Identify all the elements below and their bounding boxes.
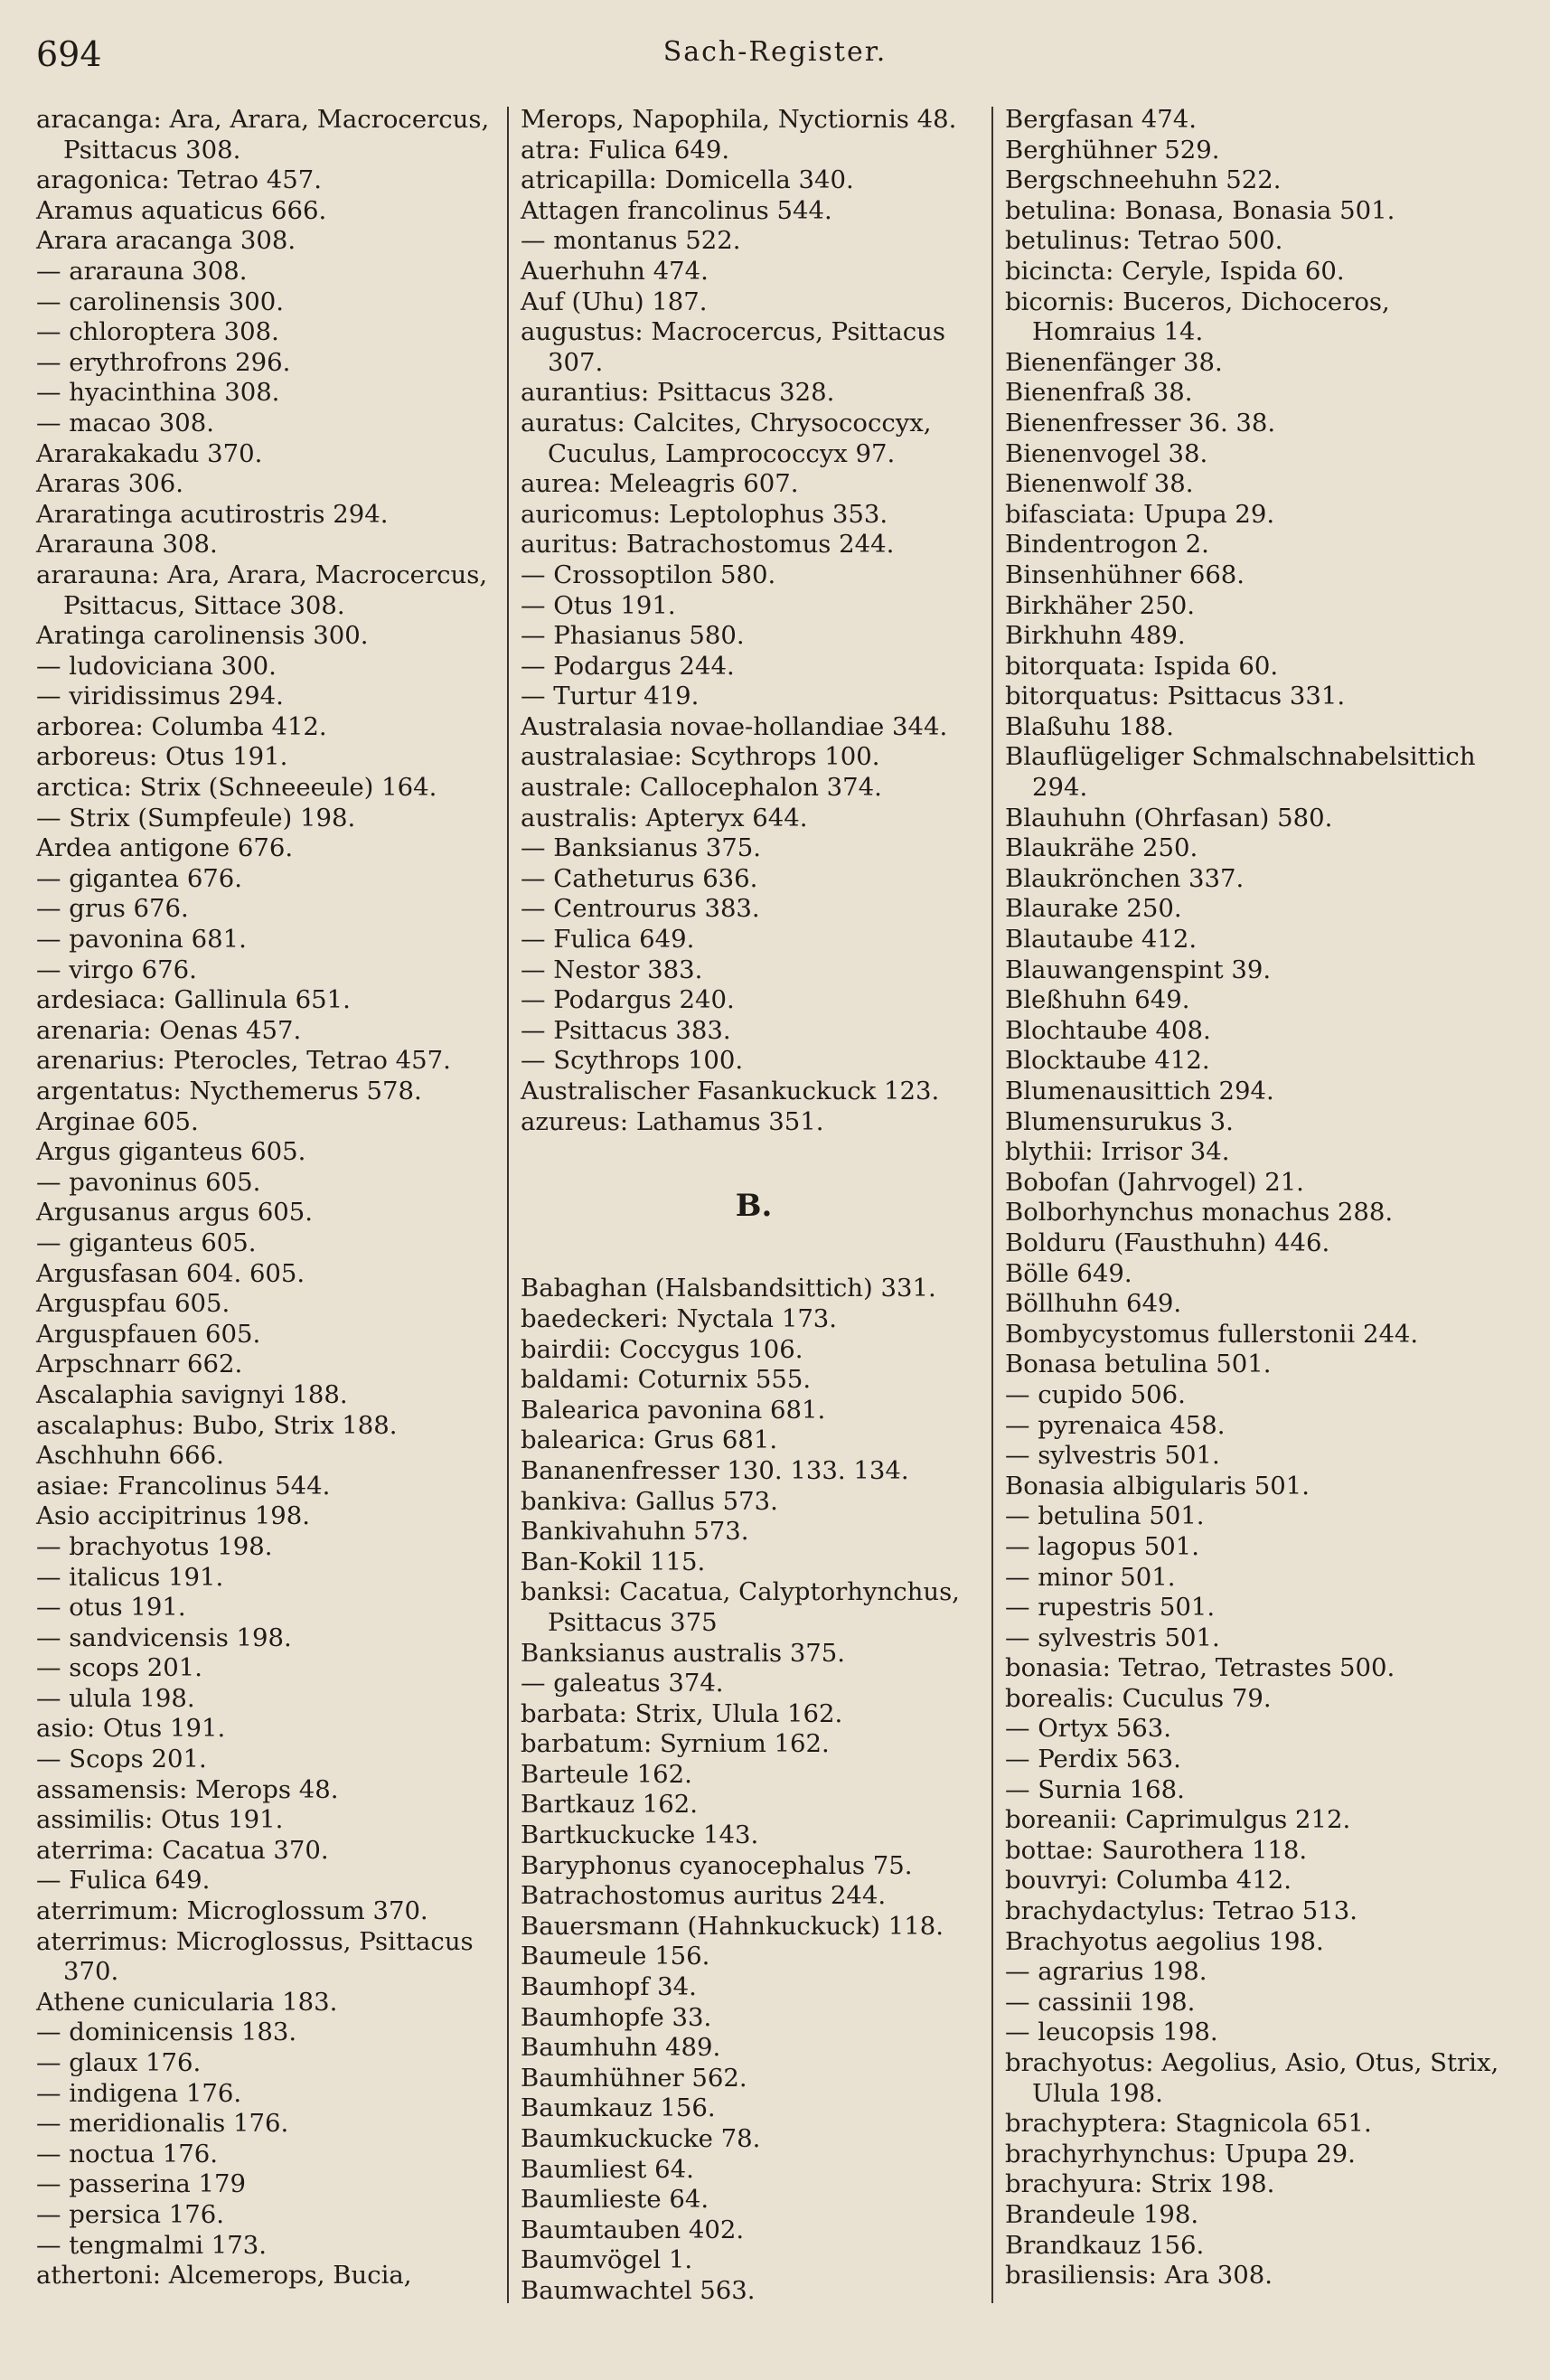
index-entry: brachydactylus: Tetrao 513.	[1005, 1896, 1358, 1926]
index-entry: Blauwangenspint 39.	[1005, 955, 1272, 984]
index-entry: Berghühner 529.	[1005, 135, 1220, 165]
index-entry: — Nestor 383.	[521, 955, 703, 984]
index-entry: — pavonina 681.	[36, 925, 247, 955]
index-entry: Auerhuhn 474.	[521, 256, 709, 286]
index-entry: arenarius: Pterocles, Tetrao 457.	[36, 1046, 451, 1076]
index-entry: — ludoviciana 300.	[36, 651, 277, 681]
index-entry: barbata: Strix, Ulula 162.	[521, 1698, 843, 1728]
index-entry: — pavoninus 605.	[36, 1167, 261, 1197]
index-entry: aterrimus: Microglossus, Psittacus 370.	[36, 1926, 474, 1987]
index-entry: Blauhuhn (Ohrfasan) 580.	[1005, 803, 1333, 833]
index-entry: — Turtur 419.	[521, 682, 700, 711]
index-entry: — pyrenaica 458.	[1005, 1410, 1226, 1440]
index-entry: Ardea antigone 676.	[36, 833, 294, 863]
index-entry: Bartkuckucke 143.	[521, 1820, 759, 1850]
index-entry: Baumhopfe 33.	[521, 2002, 712, 2032]
index-entry: Athene cunicularia 183.	[36, 1987, 338, 2017]
index-entry: arenaria: Oenas 457.	[36, 1015, 302, 1045]
index-entry: Baryphonus cyanocephalus 75.	[521, 1850, 913, 1880]
index-entry: Bananenfresser 130. 133. 134.	[521, 1455, 909, 1485]
index-entry: Blaurake 250.	[1005, 894, 1182, 924]
index-entry: banksi: Cacatua, Calyptorhynchus, Psittacus 375	[521, 1577, 960, 1637]
index-entry: Aschhuhn 666.	[36, 1441, 224, 1471]
index-entry: — glaux 176.	[36, 2048, 202, 2077]
index-entry: Bartkauz 162.	[521, 1790, 699, 1820]
index-entry: Baumhuhn 489.	[521, 2033, 721, 2063]
index-column-3	[1005, 105, 1511, 2291]
index-entry: — Fulica 649.	[521, 925, 695, 955]
index-entry: — Perdix 563.	[1005, 1745, 1181, 1774]
index-entry: Bindentrogon 2.	[1005, 530, 1209, 560]
index-entry: aurea: Meleagris 607.	[521, 469, 799, 499]
index-entry: arborea: Columba 412.	[36, 711, 327, 741]
index-entry: — macao 308.	[36, 408, 215, 437]
index-entry: Bergschneehuhn 522.	[1005, 165, 1282, 195]
index-entry: balearica: Grus 681.	[521, 1425, 778, 1455]
index-entry: Batrachostomus auritus 244.	[521, 1881, 887, 1911]
index-entry: Australischer Fasankuckuck 123.	[521, 1077, 940, 1105]
index-entry: boreanii: Caprimulgus 212.	[1005, 1805, 1351, 1835]
index-entry: — lagopus 501.	[1005, 1531, 1199, 1561]
index-entry: brachyrhynchus: Upupa 29.	[1005, 2139, 1356, 2168]
index-entry: betulinus: Tetrao 500.	[1005, 226, 1283, 256]
index-entry: Blumensurukus 3.	[1005, 1106, 1234, 1136]
index-entry: blythii: Irrisor 34.	[1005, 1137, 1230, 1167]
index-entry: — viridissimus 294.	[36, 682, 284, 711]
index-entry: — noctua 176.	[36, 2139, 219, 2168]
index-entry: barbatum: Syrnium 162.	[521, 1729, 830, 1759]
index-entry: — sylvestris 501.	[1005, 1441, 1220, 1471]
index-entry: — betulina 501.	[1005, 1501, 1205, 1531]
index-entry: Bienenfraß 38.	[1005, 378, 1193, 408]
index-entry: brachyptera: Stagnicola 651.	[1005, 2109, 1372, 2139]
index-entry: Bonasia albigularis 501.	[1005, 1471, 1310, 1500]
column-rule-2	[991, 107, 993, 2303]
index-entry: Brandeule 198.	[1005, 2199, 1199, 2229]
index-entry: — agrarius 198.	[1005, 1957, 1207, 1987]
index-entry: Balearica pavonina 681.	[521, 1395, 826, 1425]
index-entry: ardesiaca: Gallinula 651.	[36, 985, 351, 1015]
index-entry: — Podargus 240.	[521, 985, 735, 1015]
index-entry: Blautaube 412.	[1005, 925, 1198, 955]
index-entry: ascalaphus: Bubo, Strix 188.	[36, 1410, 398, 1440]
index-entry: — Ortyx 563.	[1005, 1714, 1172, 1744]
index-entry: — minor 501.	[1005, 1562, 1176, 1592]
index-entry: Blaukrähe 250.	[1005, 833, 1198, 863]
index-entry: — Crossoptilon 580.	[521, 560, 776, 589]
index-entry: — leucopsis 198.	[1005, 2018, 1218, 2047]
index-entry: — ararauna 308.	[36, 256, 248, 286]
index-entry: — ulula 198.	[36, 1683, 195, 1713]
index-entry: Aramus aquaticus 666.	[36, 195, 327, 225]
index-entry: Bergfasan 474.	[1005, 105, 1197, 134]
index-entry: Aratinga carolinensis 300.	[36, 621, 369, 651]
index-entry: Ararauna 308.	[36, 530, 218, 560]
index-entry: auritus: Batrachostomus 244.	[521, 530, 895, 560]
index-entry: bicincta: Ceryle, Ispida 60.	[1005, 256, 1345, 286]
index-entry: bitorquatus: Psittacus 331.	[1005, 682, 1346, 711]
index-entry: — erythrofrons 296.	[36, 347, 291, 377]
index-entry: — virgo 676.	[36, 955, 197, 984]
index-entry: — Banksianus 375.	[521, 833, 762, 863]
index-entry: aracanga: Ara, Arara, Macrocercus, Psittacus 308.	[36, 105, 490, 165]
index-entry: Bankivahuhn 573.	[521, 1517, 749, 1547]
index-entry: Birkhäher 250.	[1005, 590, 1196, 620]
index-entry: — scops 201.	[36, 1653, 203, 1683]
index-entry: Baumhühner 562.	[521, 2063, 747, 2093]
index-entry: — carolinensis 300.	[36, 287, 285, 316]
index-entry: — Podargus 244.	[521, 651, 735, 681]
index-entry: Banksianus australis 375.	[521, 1638, 846, 1668]
index-entry: bottae: Saurothera 118.	[1005, 1835, 1308, 1865]
page-header	[0, 34, 1550, 80]
index-entry: Blocktaube 412.	[1005, 1046, 1210, 1076]
index-entry: brachyotus: Aegolius, Asio, Otus, Strix, Ulula 198.	[1005, 2048, 1499, 2108]
running-head: Sach-Register.	[662, 36, 888, 68]
index-entry: — otus 191.	[36, 1593, 186, 1623]
index-entry: aurantius: Psittacus 328.	[521, 378, 835, 408]
index-entry: betulina: Bonasa, Bonasia 501.	[1005, 195, 1395, 225]
index-entry: Argusanus argus 605.	[36, 1198, 314, 1228]
index-entry: Araras 306.	[36, 469, 184, 499]
index-entry: asio: Otus 191.	[36, 1714, 226, 1744]
index-entry: ararauna: Ara, Arara, Macrocercus, Psittacus, Sittace 308.	[36, 560, 488, 620]
index-entry: Arara aracanga 308.	[36, 226, 296, 256]
index-entry: Barteule 162.	[521, 1759, 692, 1789]
index-entry: Australasia novae-hollandiae 344.	[521, 711, 948, 741]
index-entry: Birkhuhn 489.	[1005, 621, 1186, 651]
index-entry: australasiae: Scythrops 100.	[521, 742, 880, 772]
index-entry: Blaukrönchen 337.	[1005, 863, 1245, 893]
index-entry: — Strix (Sumpfeule) 198.	[36, 803, 356, 833]
index-entry: brachyura: Strix 198.	[1005, 2169, 1275, 2199]
index-entry: Bolborhynchus monachus 288.	[1005, 1198, 1394, 1228]
index-entry: Araratinga acutirostris 294.	[36, 499, 389, 529]
spacer	[521, 1244, 987, 1275]
index-entry: — rupestris 501.	[1005, 1593, 1216, 1623]
index-entry: Brandkauz 156.	[1005, 2230, 1205, 2260]
index-entry: Bienenfänger 38.	[1005, 347, 1223, 377]
index-entry: Bienenwolf 38.	[1005, 469, 1194, 499]
index-entry: Arpschnarr 662.	[36, 1350, 243, 1379]
index-entry: — Psittacus 383.	[521, 1015, 731, 1045]
index-entry: — montanus 522.	[521, 226, 741, 256]
index-entry: Baumvögel 1.	[521, 2245, 693, 2275]
index-entry: bifasciata: Upupa 29.	[1005, 499, 1275, 529]
index-entry: aragonica: Tetrao 457.	[36, 165, 323, 195]
index-entry: Binsenhühner 668.	[1005, 560, 1245, 589]
index-entry: Bienenvogel 38.	[1005, 438, 1208, 468]
index-entry: baldami: Coturnix 555.	[521, 1365, 812, 1395]
index-entry: Ararakakadu 370.	[36, 438, 263, 468]
index-entry: Arguspfauen 605.	[36, 1319, 261, 1349]
section-heading: B.	[735, 1187, 773, 1224]
column-rule-1	[507, 107, 509, 2303]
index-entry: — Scythrops 100.	[521, 1046, 744, 1076]
index-entry: australis: Apteryx 644.	[521, 803, 808, 833]
index-entry: Arguspfau 605.	[36, 1289, 230, 1319]
index-entry: Baumeule 156.	[521, 1942, 710, 1971]
index-entry: bairdii: Coccygus 106.	[521, 1334, 803, 1364]
index-entry: — meridionalis 176.	[36, 2109, 289, 2139]
index-entry: auricomus: Leptolophus 353.	[521, 499, 888, 529]
index-entry: Bolduru (Fausthuhn) 446.	[1005, 1228, 1330, 1257]
index-entry: — indigena 176.	[36, 2078, 242, 2108]
index-entry: baedeckeri: Nyctala 173.	[521, 1303, 838, 1333]
spacer	[521, 1137, 987, 1168]
index-entry: Baumtauben 402.	[521, 2215, 745, 2244]
index-entry: Babaghan (Halsbandsittich) 331.	[521, 1274, 936, 1303]
index-entry: — Phasianus 580.	[521, 621, 745, 651]
index-entry: bouvryi: Columba 412.	[1005, 1866, 1292, 1896]
index-entry: bitorquata: Ispida 60.	[1005, 651, 1279, 681]
index-entry: — giganteus 605.	[36, 1228, 257, 1257]
index-entry: Bobofan (Jahrvogel) 21.	[1005, 1167, 1304, 1197]
index-entry: Bleßhuhn 649.	[1005, 985, 1190, 1015]
index-entry: athertoni: Alcemerops, Bucia,	[36, 2261, 412, 2291]
index-entry: Baumkuckucke 78.	[521, 2124, 761, 2153]
index-entry: Baumwachtel 563.	[521, 2275, 756, 2305]
index-entry: brasiliensis: Ara 308.	[1005, 2261, 1273, 2291]
index-entry: — galeatus 374.	[521, 1669, 724, 1698]
index-entry: — cupido 506.	[1005, 1379, 1186, 1409]
index-entry: Argus giganteus 605.	[36, 1137, 306, 1167]
index-entry: — Fulica 649.	[36, 1866, 211, 1896]
index-entry: — brachyotus 198.	[36, 1531, 273, 1561]
index-entry: borealis: Cuculus 79.	[1005, 1683, 1272, 1713]
index-entry: — sandvicensis 198.	[36, 1623, 292, 1652]
index-entry: — gigantea 676.	[36, 863, 243, 893]
index-entry: — passerina 179	[36, 2169, 247, 2199]
index-entry: Baumkauz 156.	[521, 2093, 716, 2123]
index-entry: Blaßuhu 188.	[1005, 711, 1174, 741]
index-entry: atricapilla: Domicella 340.	[521, 165, 854, 195]
index-entry: — hyacinthina 308.	[36, 378, 280, 408]
index-entry: — chloroptera 308.	[36, 317, 279, 347]
index-entry: aterrimum: Microglossum 370.	[36, 1896, 428, 1926]
index-entry: augustus: Macrocercus, Psittacus 307.	[521, 317, 945, 377]
index-column-2	[521, 105, 987, 2307]
index-entry: Baumhopf 34.	[521, 1972, 697, 2002]
index-entry: Bienenfresser 36. 38.	[1005, 408, 1276, 437]
index-entry: Asio accipitrinus 198.	[36, 1501, 310, 1531]
index-entry: — persica 176.	[36, 2199, 224, 2229]
index-entry: Auf (Uhu) 187.	[521, 287, 708, 316]
index-column-1	[36, 105, 502, 2291]
index-entry: assamensis: Merops 48.	[36, 1774, 339, 1804]
index-entry: Merops, Napophila, Nyctiornis 48.	[521, 105, 957, 134]
index-entry: Baumliest 64.	[521, 2154, 694, 2184]
page-number: 694	[36, 34, 102, 74]
index-entry: — Catheturus 636.	[521, 863, 758, 893]
index-entry: aterrima: Cacatua 370.	[36, 1835, 329, 1865]
index-entry: arctica: Strix (Schneeeule) 164.	[36, 773, 437, 803]
index-entry: bonasia: Tetrao, Tetrastes 500.	[1005, 1653, 1395, 1683]
index-entry: Blauflügeliger Schmalschnabelsittich 294.	[1005, 742, 1476, 803]
index-entry: Arginae 605.	[36, 1106, 199, 1136]
index-entry: asiae: Francolinus 544.	[36, 1471, 331, 1500]
index-entry: Brachyotus aegolius 198.	[1005, 1926, 1324, 1956]
index-entry: azureus: Lathamus 351.	[521, 1106, 824, 1136]
index-entry: — sylvestris 501.	[1005, 1623, 1220, 1652]
index-entry: Bombycystomus fullerstonii 244.	[1005, 1319, 1419, 1349]
index-entry: — dominicensis 183.	[36, 2018, 297, 2047]
index-entry: — tengmalmi 173.	[36, 2230, 267, 2260]
index-entry: Baumlieste 64.	[521, 2185, 709, 2215]
index-entry: — cassinii 198.	[1005, 1987, 1196, 2017]
index-entry: argentatus: Nycthemerus 578.	[36, 1077, 422, 1105]
index-entry: Blumenausittich 294.	[1005, 1077, 1274, 1105]
index-entry: Ascalaphia savignyi 188.	[36, 1379, 348, 1409]
index-entry: — italicus 191.	[36, 1562, 224, 1592]
index-entry: — Centrourus 383.	[521, 894, 760, 924]
index-entry: australe: Callocephalon 374.	[521, 773, 882, 803]
index-entry: bankiva: Gallus 573.	[521, 1486, 778, 1516]
index-entry: Blochtaube 408.	[1005, 1015, 1211, 1045]
index-entry: — grus 676.	[36, 894, 189, 924]
index-entry: assimilis: Otus 191.	[36, 1805, 284, 1835]
index-entry: Ban-Kokil 115.	[521, 1547, 706, 1576]
index-entry: — Surnia 168.	[1005, 1774, 1185, 1804]
index-entry: atra: Fulica 649.	[521, 135, 730, 165]
index-entry: — Scops 201.	[36, 1745, 207, 1774]
index-entry: Bonasa betulina 501.	[1005, 1350, 1272, 1379]
index-entry: bicornis: Buceros, Dichoceros, Homraius 14.	[1005, 287, 1390, 347]
index-entry: auratus: Calcites, Chrysococcyx, Cuculus, Lamprococcyx 97.	[521, 408, 932, 468]
index-entry: Argusfasan 604. 605.	[36, 1258, 305, 1288]
index-entry: — Otus 191.	[521, 590, 676, 620]
index-entry: Attagen francolinus 544.	[521, 195, 832, 225]
index-entry: Bauersmann (Hahnkuckuck) 118.	[521, 1911, 944, 1941]
index-entry: Böllhuhn 649.	[1005, 1289, 1182, 1319]
index-entry: Bölle 649.	[1005, 1258, 1132, 1288]
index-entry: arboreus: Otus 191.	[36, 742, 288, 772]
